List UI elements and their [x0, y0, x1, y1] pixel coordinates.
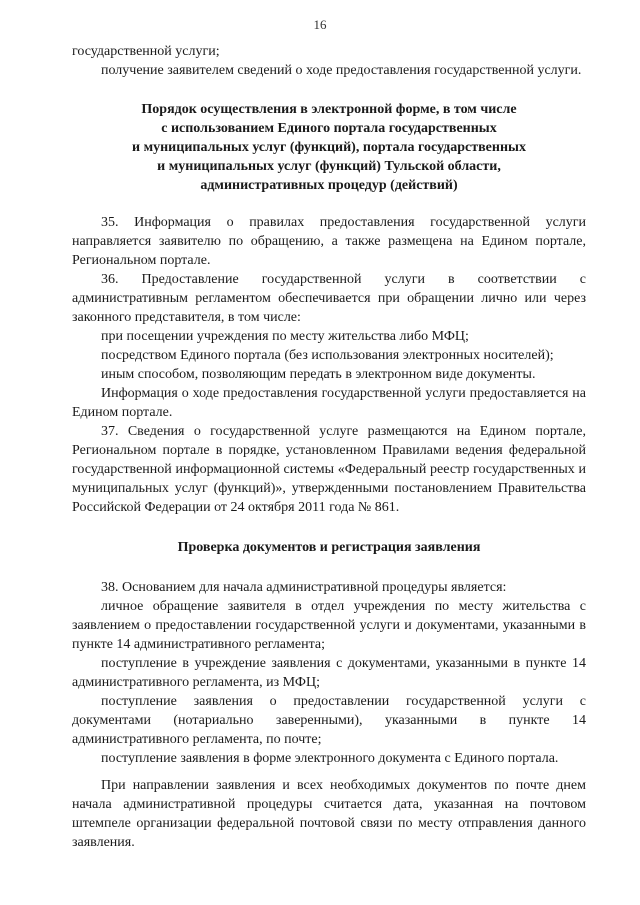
heading-line: и муниципальных услуг (функций), портала государственных	[132, 140, 526, 155]
document-body	[72, 42, 586, 852]
page-number: 16	[313, 17, 327, 32]
paragraph-38-postal: При направлении заявления и всех необходимых документов по почте днем начала административной процедуры считается дата, указанная на почтовом штемпеле организации федеральной почтовой связи по месту отправления данного заявления.	[72, 778, 586, 850]
paragraph-36-info: Информация о ходе предоставления государственной услуги предоставляется на Едином портале.	[72, 386, 586, 420]
paragraph-36-item: иным способом, позволяющим передать в электронном виде документы.	[101, 367, 536, 382]
paragraph-38-item: личное обращение заявителя в отдел учреждения по месту жительства с заявлением о предоставлении государственной услуги и документами, указанными в пункте 14 административного регламента;	[72, 599, 586, 652]
paragraph-38-item: поступление в учреждение заявления с документами, указанными в пункте 14 административного регламента, из МФЦ;	[72, 656, 586, 690]
section-heading-electronic-procedures	[72, 100, 586, 195]
section-heading-document-check: Проверка документов и регистрация заявления	[177, 540, 481, 555]
paragraph-38: 38. Основанием для начала административной процедуры является:	[101, 580, 507, 595]
heading-line: административных процедур (действий)	[200, 178, 458, 193]
paragraph: получение заявителем сведений о ходе предоставления государственной услуги.	[101, 63, 582, 78]
heading-line: с использованием Единого портала государственных	[161, 121, 497, 136]
paragraph-38-item: поступление заявления о предоставлении государственной услуги с документами (нотариально заверенными), указанными в пункте 14 административного регламента, по почте;	[72, 694, 586, 747]
paragraph-35: 35. Информация о правилах предоставления государственной услуги направляется заявителю по обращению, а также размещена на Едином портале, Региональном портале.	[72, 215, 586, 268]
heading-line: и муниципальных услуг (функций) Тульской области,	[157, 159, 501, 174]
paragraph-37: 37. Сведения о государственной услуге размещаются на Едином портале, Региональном портале в порядке, установленном Правилами ведения федеральной государственной информационной системы «Федеральный реестр государственных и муниципальных услуг (функций)», утвержденными постановлением Правительства Российской Федерации от 24 октября 2011 года № 861.	[72, 424, 586, 515]
paragraph-36-item: при посещении учреждения по месту жительства либо МФЦ;	[101, 329, 469, 344]
paragraph: государственной услуги;	[72, 44, 220, 59]
paragraph-spacer	[72, 768, 586, 776]
heading-line: Порядок осуществления в электронной форме, в том числе	[141, 102, 517, 117]
paragraph-36: 36. Предоставление государственной услуги в соответствии с административным регламентом обеспечивается при обращении лично или через законного представителя, в том числе:	[72, 272, 586, 325]
paragraph-38-item: поступление заявления в форме электронного документа с Единого портала.	[101, 751, 559, 766]
paragraph-36-item: посредством Единого портала (без использования электронных носителей);	[101, 348, 554, 363]
